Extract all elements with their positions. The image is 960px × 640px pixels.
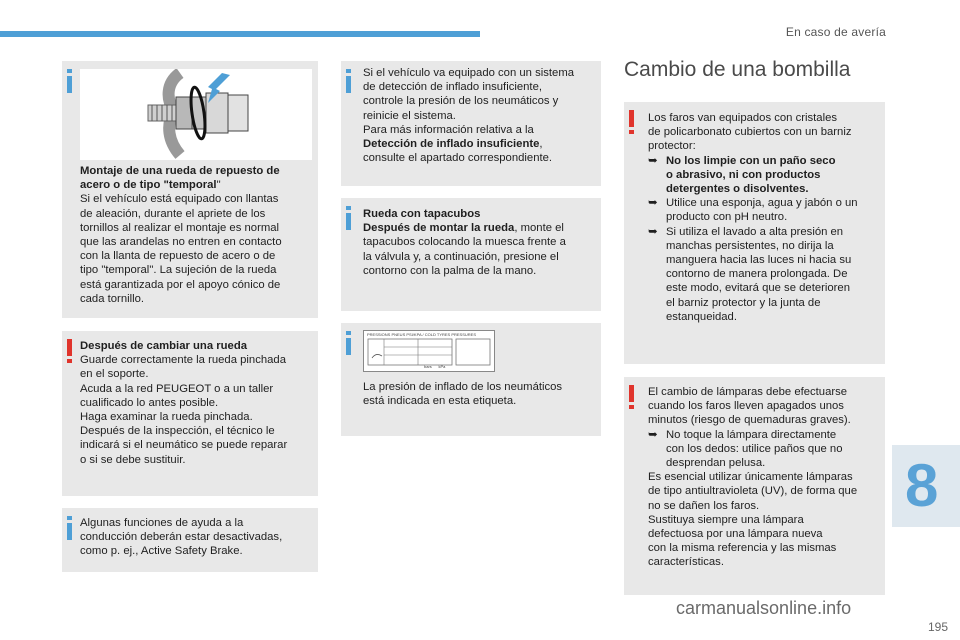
bulb-change-title: Cambio de una bombilla	[624, 58, 851, 81]
text-line: el barniz protector y la junta de	[666, 296, 821, 309]
info-box-spare-wheel	[62, 61, 318, 318]
info-icon	[341, 69, 357, 93]
text-line: conducción deberán estar desactivadas,	[80, 531, 283, 544]
text-line: tipo "temporal". La sujeción de la rueda	[80, 264, 277, 277]
text-line: Después de la inspección, el técnico le	[80, 425, 275, 438]
info-box-hubcap	[341, 198, 601, 311]
text-line: manchas persistentes, no dirija la	[666, 239, 834, 252]
text-line: contorno con la palma de la mano.	[363, 264, 537, 277]
hubcap-subtitle: Después de montar la rueda	[363, 222, 515, 235]
text-line: contorno de manera prolongada. De	[666, 268, 848, 281]
text-line: como p. ej., Active Safety Brake.	[80, 545, 243, 558]
spare-wheel-title-pre: acero o de tipo "	[80, 179, 169, 192]
text-line: cualificado lo antes posible.	[80, 396, 219, 409]
watermark: carmanualsonline.info	[676, 598, 852, 618]
list-item	[648, 154, 882, 197]
spare-wheel-title-bold: temporal	[168, 179, 217, 192]
arrow-bullet-icon: ➥	[648, 225, 658, 238]
text-line: desprendan pelusa.	[666, 457, 766, 470]
text-line: No los limpie con un paño seco	[666, 154, 836, 167]
text-line: de policarbonato cubiertos con un barniz	[648, 126, 852, 139]
text-line: Si el vehículo está equipado con llantas	[80, 193, 279, 206]
warning-box-after-wheel-change	[62, 331, 318, 496]
info-icon	[341, 206, 357, 230]
text-line: cada tornillo.	[80, 292, 145, 305]
tyre-pressure-label-illustration	[363, 330, 495, 372]
text-line: la válvula y, a continuación, presione el	[363, 250, 559, 263]
text-line: La presión de inflado de los neumáticos	[363, 381, 563, 393]
list-item	[648, 225, 882, 324]
text-line: que las arandelas no entren en contacto	[80, 236, 282, 249]
text-line: No toque la lámpara directamente	[666, 428, 837, 441]
info-icon	[62, 69, 78, 93]
text-line: de tipo antiultravioleta (UV), de forma que	[648, 485, 858, 498]
text-line: consulte el apartado correspondiente.	[363, 152, 553, 165]
text-line: Si el vehículo va equipado con un sistema	[363, 67, 575, 79]
spare-wheel-title-line1: Montaje de una rueda de repuesto de	[80, 165, 280, 177]
text-line: cuando los faros lleven apagados unos	[648, 400, 844, 413]
text-line: Haga examinar la rueda pinchada.	[80, 411, 253, 424]
list-item	[648, 196, 882, 224]
text-line: este modo, evitará que se deterioren	[666, 282, 850, 295]
warning-icon	[624, 110, 640, 134]
label-footer: bars kPa	[424, 364, 446, 369]
spare-wheel-title-post: "	[216, 179, 221, 192]
text-line: Acuda a la red PEUGEOT o a un taller	[80, 382, 274, 395]
warning-box-lamp-replacement	[624, 377, 885, 595]
text-line: con los dedos: utilice paños que no	[666, 442, 843, 455]
text-line: El cambio de lámparas debe efectuarse	[648, 386, 848, 398]
text-line: , monte el	[514, 222, 564, 235]
text-line: manguera hacia las luces ni hacia su	[666, 254, 852, 267]
text-line: de aleación, durante el apriete de los	[80, 207, 266, 220]
text-line: está garantizada por el apoyo cónico de	[80, 278, 281, 291]
text-line: o si se debe sustituir.	[80, 453, 186, 466]
text-line: con la llanta de repuesto de acero o de	[80, 250, 276, 263]
chapter-number: 8	[905, 452, 939, 519]
text-line: de detección de inflado insuficiente,	[363, 81, 542, 94]
text-line: ,	[539, 138, 543, 151]
text-line: está indicada en esta etiqueta.	[363, 395, 517, 408]
text-line: minutos (riesgo de quemaduras graves).	[648, 414, 851, 427]
text-line: Sustituya siempre una lámpara	[648, 513, 804, 526]
warning-box-headlamp-care	[624, 102, 885, 364]
text-line: indicará si el neumático se puede reparar	[80, 439, 288, 452]
text-line: Utilice una esponja, agua y jabón o un	[666, 197, 858, 210]
label-header: PRESSIONS PNEUS PSI/KPA / COLD TYRES PRESSURES	[367, 332, 476, 337]
text-line: estanqueidad.	[666, 310, 737, 323]
info-icon	[62, 516, 78, 540]
text-line: o abrasivo, ni con productos	[666, 168, 821, 181]
arrow-bullet-icon: ➥	[648, 428, 658, 441]
text-line: en el soporte.	[80, 368, 149, 381]
underinflation-link-text: Detección de inflado insuficiente	[363, 138, 540, 151]
arrow-bullet-icon: ➥	[648, 154, 658, 167]
text-line: características.	[648, 556, 724, 569]
text-line: Si utiliza el lavado a alta presión en	[666, 225, 844, 238]
text-line: tapacubos colocando la muesca frente a	[363, 236, 566, 249]
text-line: controle la presión de los neumáticos y	[363, 95, 559, 108]
after-change-title: Después de cambiar una rueda	[80, 340, 248, 352]
text-line: producto con pH neutro.	[666, 211, 788, 224]
text-line: defectuosa por una lámpara nueva	[648, 528, 823, 541]
text-line: Los faros van equipados con cristales	[648, 112, 838, 124]
page-number: 195	[927, 620, 948, 634]
text-line: protector:	[648, 140, 696, 153]
arrow-bullet-icon: ➥	[648, 197, 658, 210]
info-box-pressure-label	[341, 323, 601, 436]
list-item	[648, 428, 884, 471]
text-line: Es esencial utilizar únicamente lámparas	[648, 471, 853, 484]
text-line: con la misma referencia y las mismas	[648, 542, 837, 555]
text-line: Guarde correctamente la rueda pinchada	[80, 354, 286, 367]
text-line: no se dañen los faros.	[648, 499, 760, 512]
text-line: Para más información relativa a la	[363, 123, 534, 136]
info-icon	[341, 331, 357, 355]
text-line: detergentes o disolventes.	[666, 183, 809, 196]
warning-icon	[624, 385, 640, 409]
wheel-bolt-illustration	[80, 69, 312, 160]
header-accent-bar	[0, 31, 480, 37]
text-line: Algunas funciones de ayuda a la	[80, 517, 244, 529]
section-title: En caso de avería	[785, 25, 886, 39]
text-line: tornillos al realizar el montaje es normal	[80, 221, 280, 234]
text-line: reinicie el sistema.	[363, 109, 456, 122]
info-box-driving-aids	[62, 508, 318, 572]
hubcap-title: Rueda con tapacubos	[363, 208, 481, 220]
warning-icon	[62, 339, 78, 363]
info-box-underinflation	[341, 61, 601, 186]
